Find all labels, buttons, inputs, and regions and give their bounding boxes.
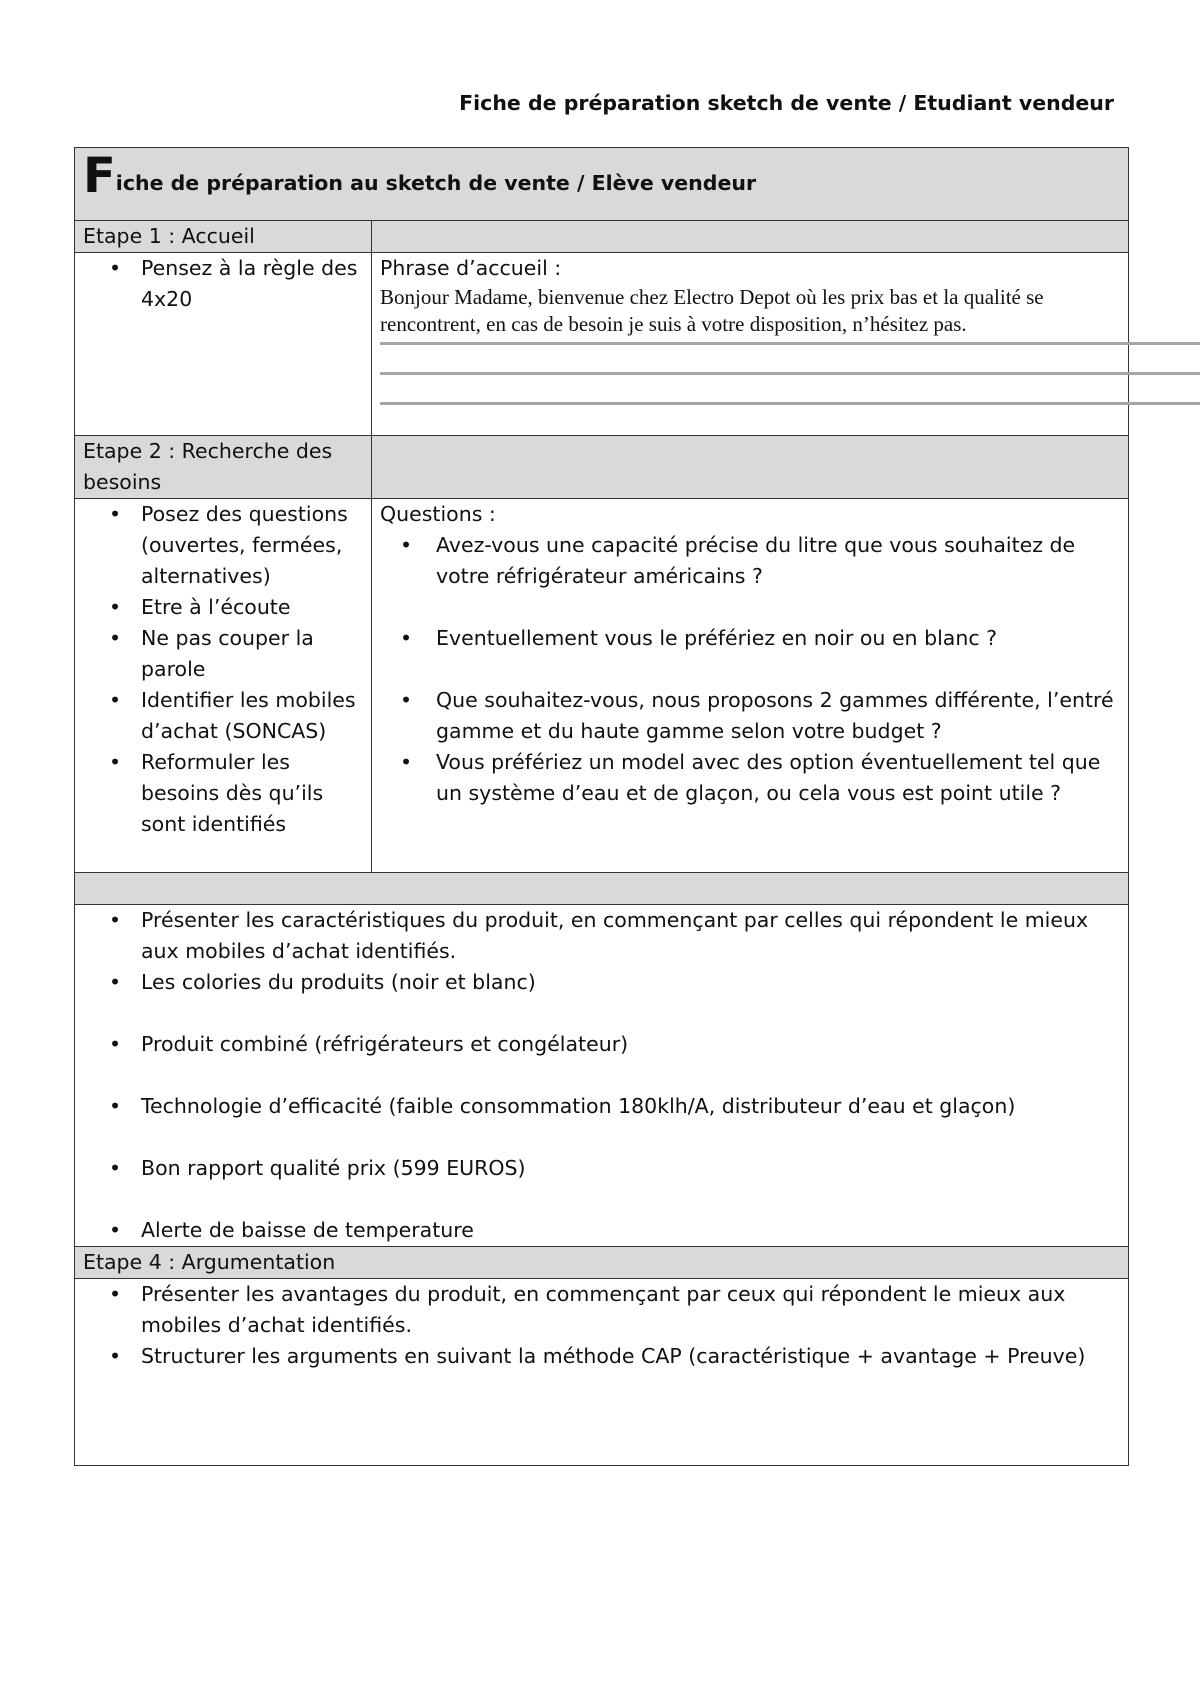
step1-body-row — [75, 253, 1129, 436]
list-item: • Que souhaitez-vous, nous proposons 2 gammes différente, l’entré gamme et du haute gamme selon votre budget ? — [380, 685, 1120, 747]
phrase-label: Phrase d’accueil : — [380, 256, 562, 280]
step3-items-list — [83, 905, 1120, 1246]
step4-label: Etape 4 : Argumentation — [75, 1247, 1129, 1279]
list-item: • Identifier les mobiles d’achat (SONCAS) — [83, 685, 363, 747]
writing-line — [380, 372, 1200, 375]
list-item: • Reformuler les besoins dès qu’ils sont identifiés — [83, 747, 363, 840]
writing-lines — [380, 338, 1120, 430]
document-header-title: Fiche de préparation sketch de vente / Etudiant vendeur — [459, 91, 1114, 115]
sheet-title-cell — [75, 148, 1129, 221]
step4-body-row — [75, 1279, 1129, 1466]
list-item: • Présenter les avantages du produit, en commençant par ceux qui répondent le mieux aux mobiles d’achat identifiés. — [83, 1279, 1120, 1341]
preparation-sheet-table — [74, 147, 1129, 1466]
list-item: • Présenter les caractéristiques du produit, en commençant par celles qui répondent le mieux aux mobiles d’achat identifiés. — [83, 905, 1120, 967]
list-item: • Posez des questions (ouvertes, fermées, alternatives) — [83, 499, 363, 592]
sheet-title-row — [75, 148, 1129, 221]
step1-label: Etape 1 : Accueil — [75, 221, 372, 253]
list-item: • Alerte de baisse de temperature — [83, 1215, 1120, 1246]
list-item: • Pensez à la règle des 4x20 — [83, 253, 363, 315]
step1-tips-list — [83, 253, 363, 315]
writing-line — [380, 342, 1200, 345]
step2-body-row — [75, 499, 1129, 873]
step2-header-row — [75, 436, 1129, 499]
step2-header-empty — [372, 436, 1129, 499]
step3-items-cell — [75, 905, 1129, 1247]
step4-items-cell — [75, 1279, 1129, 1466]
step3-body-row — [75, 905, 1129, 1247]
list-item: • Vous préfériez un model avec des option éventuellement tel que un système d’eau et de glaçon, ou cela vous est point utile ? — [380, 747, 1120, 809]
step3-header-row — [75, 873, 1129, 905]
list-item: • Produit combiné (réfrigérateurs et congélateur) — [83, 1029, 1120, 1060]
step1-tips-cell — [75, 253, 372, 436]
questions-label: Questions : — [380, 502, 496, 526]
step2-tips-list — [83, 499, 363, 840]
list-item: • Bon rapport qualité prix (599 EUROS) — [83, 1153, 1120, 1184]
questions-list — [380, 530, 1120, 809]
step4-header-row — [75, 1247, 1129, 1279]
step3-label — [75, 873, 1129, 905]
list-item: • Ne pas couper la parole — [83, 623, 363, 685]
list-item: • Structurer les arguments en suivant la méthode CAP (caractéristique + avantage + Preuve) — [83, 1341, 1120, 1372]
step1-header-row — [75, 221, 1129, 253]
step1-header-empty — [372, 221, 1129, 253]
list-item: • Les colories du produits (noir et blanc) — [83, 967, 1120, 998]
list-item: • Technologie d’efficacité (faible consommation 180klh/A, distributeur d’eau et glaçon) — [83, 1091, 1120, 1122]
list-item: • Etre à l’écoute — [83, 592, 363, 623]
sheet-title-initial: F — [83, 148, 116, 204]
step2-label: Etape 2 : Recherche des besoins — [75, 436, 372, 499]
step2-tips-cell — [75, 499, 372, 873]
step1-phrase-cell — [372, 253, 1129, 436]
step2-questions-cell — [372, 499, 1129, 873]
sheet-title: iche de préparation au sketch de vente / Elève vendeur — [115, 171, 757, 195]
list-item: • Eventuellement vous le préfériez en noir ou en blanc ? — [380, 623, 1120, 654]
step4-items-list — [83, 1279, 1120, 1372]
writing-line — [380, 402, 1200, 405]
welcome-phrase: Bonjour Madame, bienvenue chez Electro Depot où les prix bas et la qualité se rencontrent, en cas de besoin je suis à votre disposition, n’hésitez pas. — [380, 285, 1044, 336]
list-item: • Avez-vous une capacité précise du litre que vous souhaitez de votre réfrigérateur américains ? — [380, 530, 1120, 592]
